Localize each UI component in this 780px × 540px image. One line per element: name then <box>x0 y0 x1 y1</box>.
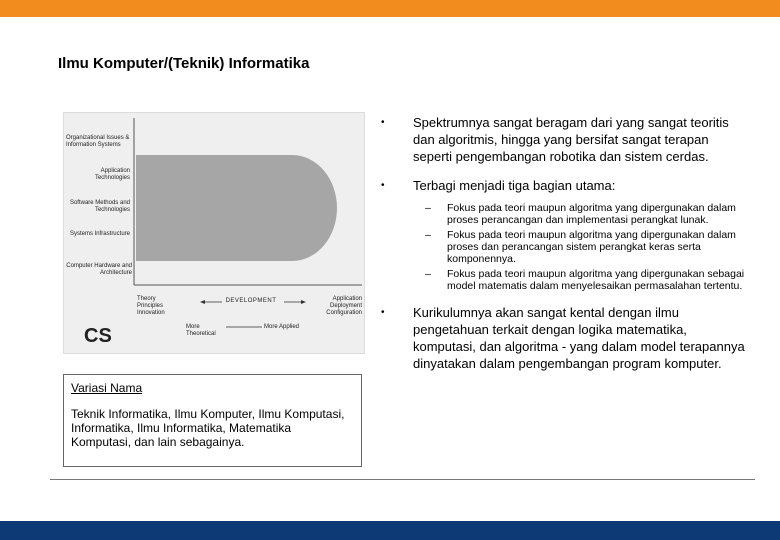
sub-text: Fokus pada teori maupun algoritma yang dipergunakan dalam proses dan perancangan sistem perangkat keras serta komponennya. <box>447 229 736 265</box>
bullet-item <box>376 114 746 165</box>
sub-item <box>413 202 746 226</box>
bullet-marker: • <box>381 117 385 128</box>
label-more-applied: More Applied <box>264 324 300 330</box>
bottom-accent-bar <box>0 521 780 540</box>
label-application-technologies: Application Technologies <box>94 168 130 181</box>
page-title: Ilmu Komputer/(Teknik) Informatika <box>58 55 310 72</box>
bullet-item <box>376 177 746 292</box>
arrow-right-head <box>301 300 306 304</box>
sub-marker: – <box>425 229 431 241</box>
bullet-marker: • <box>381 180 385 191</box>
variasi-text: Teknik Informatika, Ilmu Komputer, Ilmu Komputasi, Informatika, Ilmu Informatika, Matematika Komputasi, dan lain sebagainya. <box>71 407 345 449</box>
cs-label: CS <box>84 325 112 347</box>
variasi-title: Variasi Nama <box>71 381 143 395</box>
cs-discipline-diagram <box>63 112 365 354</box>
arrow-left-head <box>200 300 205 304</box>
label-theory: Theory Principles Innovation <box>137 296 165 316</box>
bullet-text: Kurikulumnya akan sangat kental dengan ilmu pengetahuan terkait dengan logika matematika, komputasi, dan algoritma - yang dalam model terapannya dinyatakan dalam pengembangan program komputer. <box>413 305 745 371</box>
sub-item <box>413 229 746 265</box>
sub-marker: – <box>425 202 431 214</box>
sub-text: Fokus pada teori maupun algoritma yang dipergunakan dalam proses perancangan dan implementasi perangkat lunak. <box>447 202 736 226</box>
label-application-deployment: Application Deployment Configuration <box>326 296 362 316</box>
variasi-nama-box <box>63 374 362 467</box>
sub-item <box>413 268 746 292</box>
label-development: DEVELOPMENT <box>225 298 277 304</box>
bullet-list <box>376 114 746 384</box>
cs-coverage-shape <box>136 155 337 261</box>
sub-text: Fokus pada teori maupun algoritma yang dipergunakan sebagai model matematis dalam menyelesaikan permasalahan tertentu. <box>447 268 745 292</box>
label-computer-hardware: Computer Hardware and Architecture <box>66 263 132 276</box>
sub-list <box>413 202 746 292</box>
bullet-text: Terbagi menjadi tiga bagian utama: <box>413 178 616 193</box>
label-more-theoretical: More Theoretical <box>186 324 216 337</box>
bullet-text: Spektrumnya sangat beragam dari yang sangat teoritis dan algoritmis, hingga yang bersifat sangat terapan seperti pengembangan robotika dan sistem cerdas. <box>413 115 729 164</box>
bottom-divider <box>50 479 755 480</box>
label-organizational-issues: Organizational Issues & Information Systems <box>66 135 130 148</box>
bullet-marker: • <box>381 307 385 318</box>
label-software-methods: Software Methods and Technologies <box>69 200 130 213</box>
bullet-item <box>376 304 746 372</box>
top-accent-bar <box>0 0 780 17</box>
label-systems-infrastructure: Systems Infrastructure <box>69 231 130 237</box>
sub-marker: – <box>425 268 431 280</box>
